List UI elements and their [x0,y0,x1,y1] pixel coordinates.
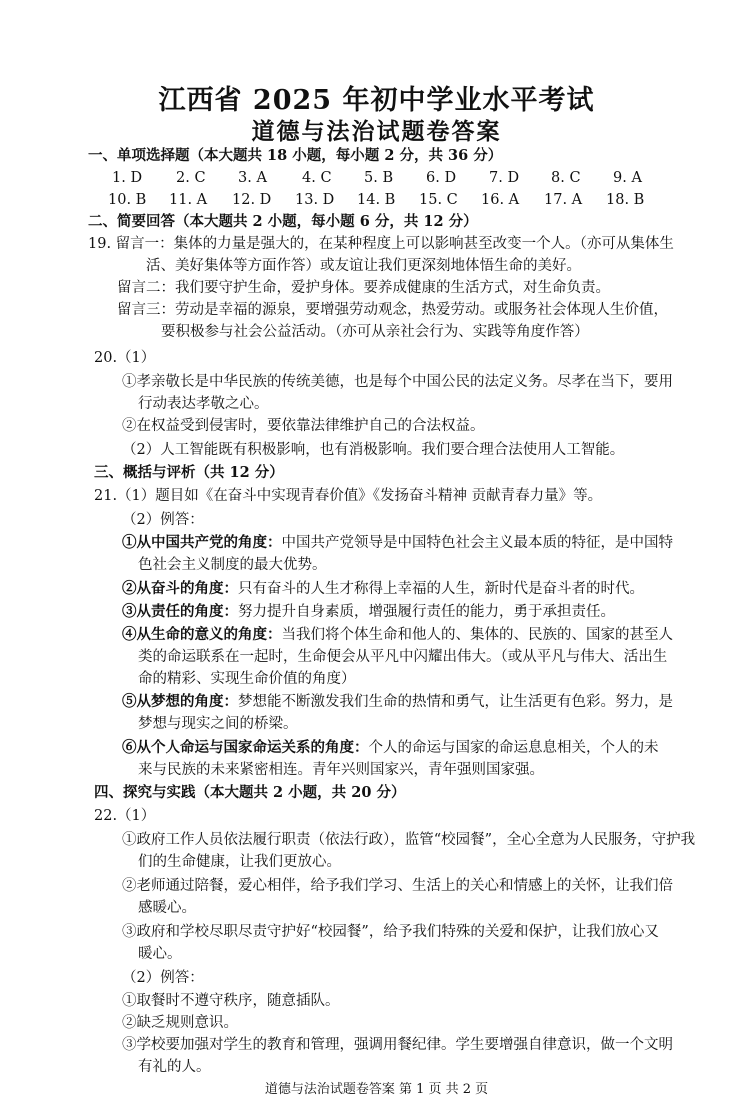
answer-18: 18. B [606,192,645,208]
answer-15: 15. C [419,192,458,208]
answer-7: 7. D [489,170,520,186]
answer-4: 4. C [302,170,332,186]
q21-point1-line2: 色社会主义制度的最大优势。 [138,557,327,573]
q22-line9: ②缺乏规则意识。 [122,1015,238,1031]
q21-point5 [122,692,673,712]
q22-head: 22.（1） [94,808,156,824]
q21-point1-title: ①从中国共产党的角度： [122,534,282,551]
q21-point5-text: 梦想能不断激发我们生命的热情和勇气，让生活更有色彩。努力，是 [238,694,673,710]
q22-line4: 感暖心。 [138,900,196,916]
q21-point1-text: 中国共产党领导是中国特色社会主义最本质的特征，是中国特 [281,535,673,551]
answer-11: 11. A [169,192,208,208]
section2-heading: 二、简要回答（本大题共 2 小题，每小题 6 分，共 12 分） [88,213,478,230]
answer-5: 5. B [364,170,394,186]
q22-line7: （2）例答： [122,970,204,986]
q21-point6 [122,738,659,758]
q21-point4-text: 当我们将个体生命和他人的、集体的、民族的、国家的甚至人 [281,627,673,643]
q21-point4 [122,625,673,645]
q22-line3: ②老师通过陪餐，爱心相伴，给予我们学习、生活上的关心和情感上的关怀，让我们倍 [122,878,673,894]
page-title: 江西省 2025 年初中学业水平考试 [158,85,595,116]
q19-line3: 留言二：我们要守护生命，爱护身体。要养成健康的生活方式，对生命负责。 [117,280,610,296]
answer-16: 16. A [481,192,520,208]
q21-point1 [122,533,673,553]
answer-13: 13. D [295,192,335,208]
page-footer: 道德与法治试题卷答案 第 1 页 共 2 页 [264,1082,489,1097]
q21-point2 [122,579,644,599]
q20-line4: （2）人工智能既有积极影响，也有消极影响。我们要合理合法使用人工智能。 [122,442,625,458]
q21-point2-title: ②从奋斗的角度： [122,580,238,597]
q21-point4-line2: 类的命运联系在一起时，生命便会从平凡中闪耀出伟大。（或从平凡与伟大、活出生 [138,649,668,665]
q19-line2: 活、美好集体等方面作答）或友谊让我们更深刻地体悟生命的美好。 [146,258,581,274]
q19-line5: 要积极参与社会公益活动。（亦可从亲社会行为、实践等角度作答） [161,324,589,340]
answer-8: 8. C [551,170,581,186]
q21-point4-line3: 命的精彩、实现生命价值的角度） [138,671,356,687]
q21-line2: （2）例答： [122,512,204,528]
q22-line11: 有礼的人。 [138,1059,211,1075]
q20-line3: ②在权益受到侵害时，要依靠法律维护自己的合法权益。 [122,418,485,434]
q21-point4-title: ④从生命的意义的角度： [122,626,282,643]
answer-17: 17. A [544,192,583,208]
q21-line1: 21.（1）题目如《在奋斗中实现青春价值》《发扬奋斗精神 贡献青春力量》等。 [94,488,603,504]
page-subtitle: 道德与法治试题卷答案 [251,118,502,145]
q21-point3-title: ③从责任的角度： [122,603,238,620]
answer-10: 10. B [108,192,147,208]
q21-point5-line2: 梦想与现实之间的桥梁。 [138,716,298,732]
q20-head: 20.（1） [94,350,156,366]
q22-line5: ③政府和学校尽职尽责守护好“校园餐”，给予我们特殊的关爱和保护，让我们放心又 [122,924,659,940]
q19-line1: 19. 留言一：集体的力量是强大的，在某种程度上可以影响甚至改变一个人。（亦可从集体生 [88,236,674,252]
answer-9: 9. A [613,170,642,186]
answer-3: 3. A [238,170,267,186]
q22-line1: ①政府工作人员依法履行职责（依法行政），监管“校园餐”，全心全意为人民服务，守护我 [122,832,696,848]
q21-point6-line2: 来与民族的未来紧密相连。青年兴则国家兴，青年强则国家强。 [138,762,544,778]
q21-point3-text: 努力提升自身素质，增强履行责任的能力，勇于承担责任。 [238,604,615,620]
q21-point6-text: 个人的命运与国家的命运息息相关，个人的未 [368,740,659,756]
q19-line4: 留言三：劳动是幸福的源泉，要增强劳动观念，热爱劳动。或服务社会体现人生价值， [117,302,668,318]
answer-6: 6. D [426,170,457,186]
q22-line6: 暖心。 [138,946,182,962]
q21-point2-text: 只有奋斗的人生才称得上幸福的人生，新时代是奋斗者的时代。 [238,581,644,597]
answer-14: 14. B [357,192,396,208]
q20-line1: ①孝亲敬长是中华民族的传统美德，也是每个中国公民的法定义务。尽孝在当下，要用 [122,374,673,390]
section3-heading: 三、概括与评析（共 12 分） [94,464,284,481]
q21-point6-title: ⑥从个人命运与国家命运关系的角度： [122,739,369,756]
q21-point5-title: ⑤从梦想的角度： [122,693,238,710]
q20-line2: 行动表达孝敬之心。 [138,396,269,412]
q21-point3 [122,602,615,622]
section4-heading: 四、探究与实践（本大题共 2 小题，共 20 分） [94,784,406,801]
answer-12: 12. D [232,192,272,208]
answer-1: 1. D [112,170,143,186]
section1-heading: 一、单项选择题（本大题共 18 小题，每小题 2 分，共 36 分） [88,147,503,164]
answer-2: 2. C [176,170,206,186]
q22-line8: ①取餐时不遵守秩序，随意插队。 [122,993,340,1009]
q22-line10: ③学校要加强对学生的教育和管理，强调用餐纪律。学生要增强自律意识，做一个文明 [122,1037,673,1053]
q22-line2: 们的生命健康，让我们更放心。 [138,854,341,870]
